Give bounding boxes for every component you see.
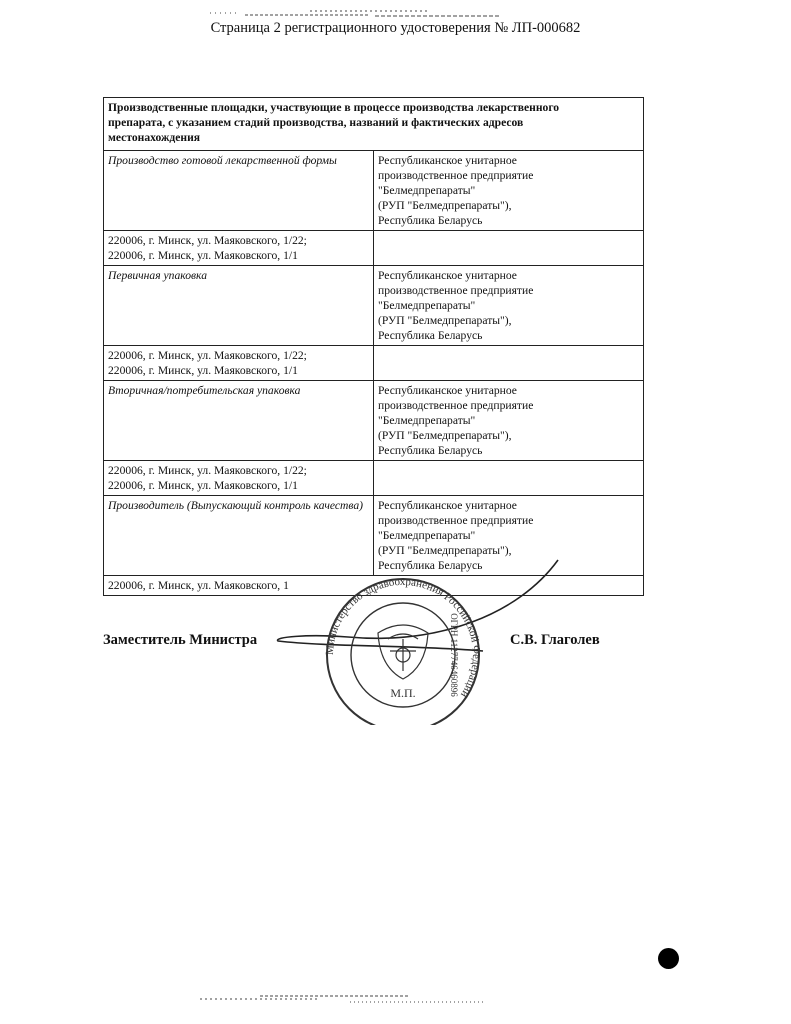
stage-name: Производитель (Выпускающий контроль качества) [104,496,374,576]
official-stamp [268,555,578,725]
stage-name: Первичная упаковка [104,266,374,346]
stamp-mark: М.П. [390,686,416,700]
scan-noise-top [200,8,530,18]
empty-cell [374,346,644,381]
address-row [104,461,644,496]
address-row [104,231,644,266]
emblem-icon [378,625,428,679]
stamp-ogrn: ОГРН 1127746460896 [449,613,459,697]
stage-row [104,151,644,231]
organization-cell: Республиканское унитарное производственное предприятие "Белмедпрепараты" (РУП "Белмедпрепараты"), Республика Беларусь [374,151,644,231]
punch-hole-mark [658,948,679,969]
signatory-name: С.В. Глаголев [510,632,600,648]
page-title: Страница 2 регистрационного удостоверения № ЛП-000682 [210,20,581,36]
address-row [104,346,644,381]
table-heading: Производственные площадки, участвующие в процессе производства лекарственного препарата, с указанием стадий производства, названий и фактических адресов местонахождения [104,98,644,151]
address-cell: 220006, г. Минск, ул. Маяковского, 1 [104,576,644,596]
production-sites-table [103,97,644,596]
organization-cell: Республиканское унитарное производственное предприятие "Белмедпрепараты" (РУП "Белмедпрепараты"), Республика Беларусь [374,266,644,346]
address-cell: 220006, г. Минск, ул. Маяковского, 1/22; 220006, г. Минск, ул. Маяковского, 1/1 [104,231,374,266]
stamp-ring-text: Министерство здравоохранения Российской Федерации [323,575,483,700]
address-cell: 220006, г. Минск, ул. Маяковского, 1/22; 220006, г. Минск, ул. Маяковского, 1/1 [104,346,374,381]
organization-cell: Республиканское унитарное производственное предприятие "Белмедпрепараты" (РУП "Белмедпрепараты"), Республика Беларусь [374,381,644,461]
stage-name: Вторичная/потребительская упаковка [104,381,374,461]
stage-row [104,381,644,461]
stage-row [104,266,644,346]
stage-name: Производство готовой лекарственной формы [104,151,374,231]
scan-noise-bottom [200,994,490,1004]
organization-cell: Республиканское унитарное производственное предприятие "Белмедпрепараты" (РУП "Белмедпрепараты"), Республика Беларусь [374,496,644,576]
address-cell: 220006, г. Минск, ул. Маяковского, 1/22; 220006, г. Минск, ул. Маяковского, 1/1 [104,461,374,496]
empty-cell [374,461,644,496]
table-header-row [104,98,644,151]
empty-cell [374,231,644,266]
signatory-title: Заместитель Министра [103,632,258,648]
